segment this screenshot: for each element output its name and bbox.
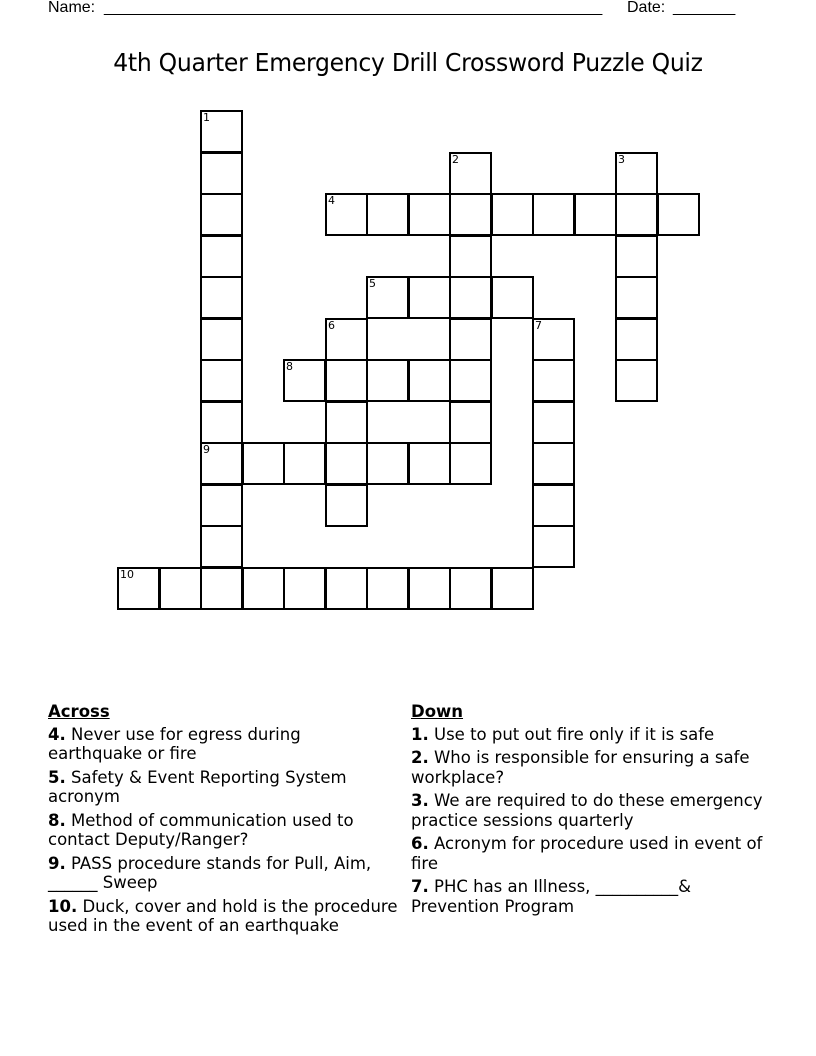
clue-down-1 — [411, 725, 781, 745]
grid-cell[interactable] — [408, 276, 451, 319]
grid-cell[interactable] — [532, 401, 575, 444]
grid-cell[interactable] — [200, 484, 243, 527]
grid-cell[interactable] — [615, 276, 658, 319]
clue-number: 6. — [411, 834, 429, 853]
grid-cell[interactable] — [325, 359, 368, 402]
down-clues — [411, 702, 781, 920]
grid-cell[interactable] — [532, 318, 575, 361]
clue-number: 10. — [48, 896, 78, 916]
grid-cell[interactable] — [615, 359, 658, 402]
cell-number: 2 — [452, 153, 459, 166]
grid-cell[interactable] — [200, 525, 243, 568]
cell-number: 5 — [369, 277, 376, 290]
grid-cell[interactable] — [615, 318, 658, 361]
grid-cell[interactable] — [325, 401, 368, 444]
clue-across-5 — [48, 768, 398, 807]
clue-number: 4. — [48, 724, 66, 744]
grid-cell[interactable] — [325, 442, 368, 485]
cell-number: 4 — [328, 194, 335, 207]
grid-cell[interactable] — [200, 359, 243, 402]
grid-cell[interactable] — [200, 235, 243, 278]
clue-text: PASS procedure stands for Pull, Aim, ______ Sweep — [48, 853, 372, 892]
cell-number: 9 — [203, 443, 210, 456]
clue-down-6 — [411, 834, 781, 873]
grid-cell[interactable] — [366, 442, 409, 485]
grid-cell[interactable] — [325, 193, 368, 236]
date-field[interactable]: _______ — [673, 0, 736, 16]
grid-cell[interactable] — [283, 359, 326, 402]
grid-cell[interactable] — [408, 567, 451, 610]
page-title: 4th Quarter Emergency Drill Crossword Puzzle Quiz — [113, 48, 703, 77]
grid-cell[interactable] — [200, 193, 243, 236]
grid-cell[interactable] — [615, 193, 658, 236]
grid-cell[interactable] — [159, 567, 202, 610]
grid-cell[interactable] — [200, 567, 243, 610]
clue-number: 1. — [411, 724, 429, 744]
down-heading: Down — [411, 702, 464, 721]
grid-cell[interactable] — [574, 193, 617, 236]
clue-text: Safety & Event Reporting System acronym — [48, 767, 347, 806]
name-field[interactable]: ________________________________________________________ — [104, 0, 603, 16]
clue-across-8 — [48, 811, 398, 850]
cell-number: 6 — [328, 319, 335, 332]
clue-text: Who is responsible for ensuring a safe workplace? — [411, 748, 750, 787]
grid-cell[interactable] — [408, 359, 451, 402]
clue-text: Use to put out fire only if it is safe — [428, 724, 715, 744]
cell-number: 8 — [286, 360, 293, 373]
grid-cell[interactable] — [449, 359, 492, 402]
clue-across-4 — [48, 725, 398, 764]
grid-cell[interactable] — [325, 484, 368, 527]
grid-cell[interactable] — [449, 276, 492, 319]
clue-number: 2. — [411, 748, 429, 767]
grid-cell[interactable] — [532, 525, 575, 568]
cell-number: 10 — [120, 568, 134, 581]
grid-cell[interactable] — [325, 567, 368, 610]
grid-cell[interactable] — [200, 318, 243, 361]
grid-cell[interactable] — [449, 318, 492, 361]
grid-cell[interactable] — [200, 152, 243, 195]
cell-number: 7 — [535, 319, 542, 332]
clue-across-9 — [48, 854, 398, 893]
grid-cell[interactable] — [449, 152, 492, 195]
clue-number: 8. — [48, 810, 66, 830]
clue-text: PHC has an Illness, __________& Prevention Program — [411, 877, 692, 916]
clue-text: Acronym for procedure used in event of fire — [411, 834, 763, 873]
grid-cell[interactable] — [366, 276, 409, 319]
grid-cell[interactable] — [532, 359, 575, 402]
grid-cell[interactable] — [449, 401, 492, 444]
grid-cell[interactable] — [449, 193, 492, 236]
grid-cell[interactable] — [200, 110, 243, 153]
grid-cell[interactable] — [657, 193, 700, 236]
grid-cell[interactable] — [242, 442, 285, 485]
grid-cell[interactable] — [532, 442, 575, 485]
grid-cell[interactable] — [200, 401, 243, 444]
grid-cell[interactable] — [449, 235, 492, 278]
grid-cell[interactable] — [449, 567, 492, 610]
grid-cell[interactable] — [117, 567, 160, 610]
clue-down-2 — [411, 748, 781, 787]
clue-down-3 — [411, 791, 781, 830]
grid-cell[interactable] — [325, 318, 368, 361]
clue-across-10 — [48, 897, 398, 936]
clue-text: We are required to do these emergency practice sessions quarterly — [411, 791, 763, 830]
grid-cell[interactable] — [615, 152, 658, 195]
clue-text: Duck, cover and hold is the procedure used in the event of an earthquake — [48, 896, 398, 935]
grid-cell[interactable] — [366, 567, 409, 610]
grid-cell[interactable] — [491, 193, 534, 236]
grid-cell[interactable] — [532, 193, 575, 236]
grid-cell[interactable] — [200, 276, 243, 319]
across-heading: Across — [48, 702, 110, 721]
grid-cell[interactable] — [242, 567, 285, 610]
clue-text: Never use for egress during earthquake or fire — [48, 724, 301, 763]
clue-text: Method of communication used to contact Deputy/Ranger? — [48, 810, 354, 849]
cell-number: 3 — [618, 153, 625, 166]
clue-number: 9. — [48, 853, 66, 873]
grid-cell[interactable] — [449, 442, 492, 485]
grid-cell[interactable] — [491, 276, 534, 319]
grid-cell[interactable] — [200, 442, 243, 485]
clue-number: 5. — [48, 767, 66, 787]
across-clues — [48, 702, 398, 940]
grid-cell[interactable] — [532, 484, 575, 527]
date-label: Date: — [627, 0, 666, 16]
grid-cell[interactable] — [283, 567, 326, 610]
grid-cell[interactable] — [491, 567, 534, 610]
clue-number: 3. — [411, 791, 429, 810]
grid-cell[interactable] — [615, 235, 658, 278]
name-label: Name: — [48, 0, 96, 16]
grid-cell[interactable] — [366, 359, 409, 402]
grid-cell[interactable] — [283, 442, 326, 485]
grid-cell[interactable] — [408, 193, 451, 236]
clue-down-7 — [411, 877, 781, 916]
grid-cell[interactable] — [408, 442, 451, 485]
cell-number: 1 — [203, 111, 210, 124]
grid-cell[interactable] — [366, 193, 409, 236]
clue-number: 7. — [411, 877, 429, 896]
